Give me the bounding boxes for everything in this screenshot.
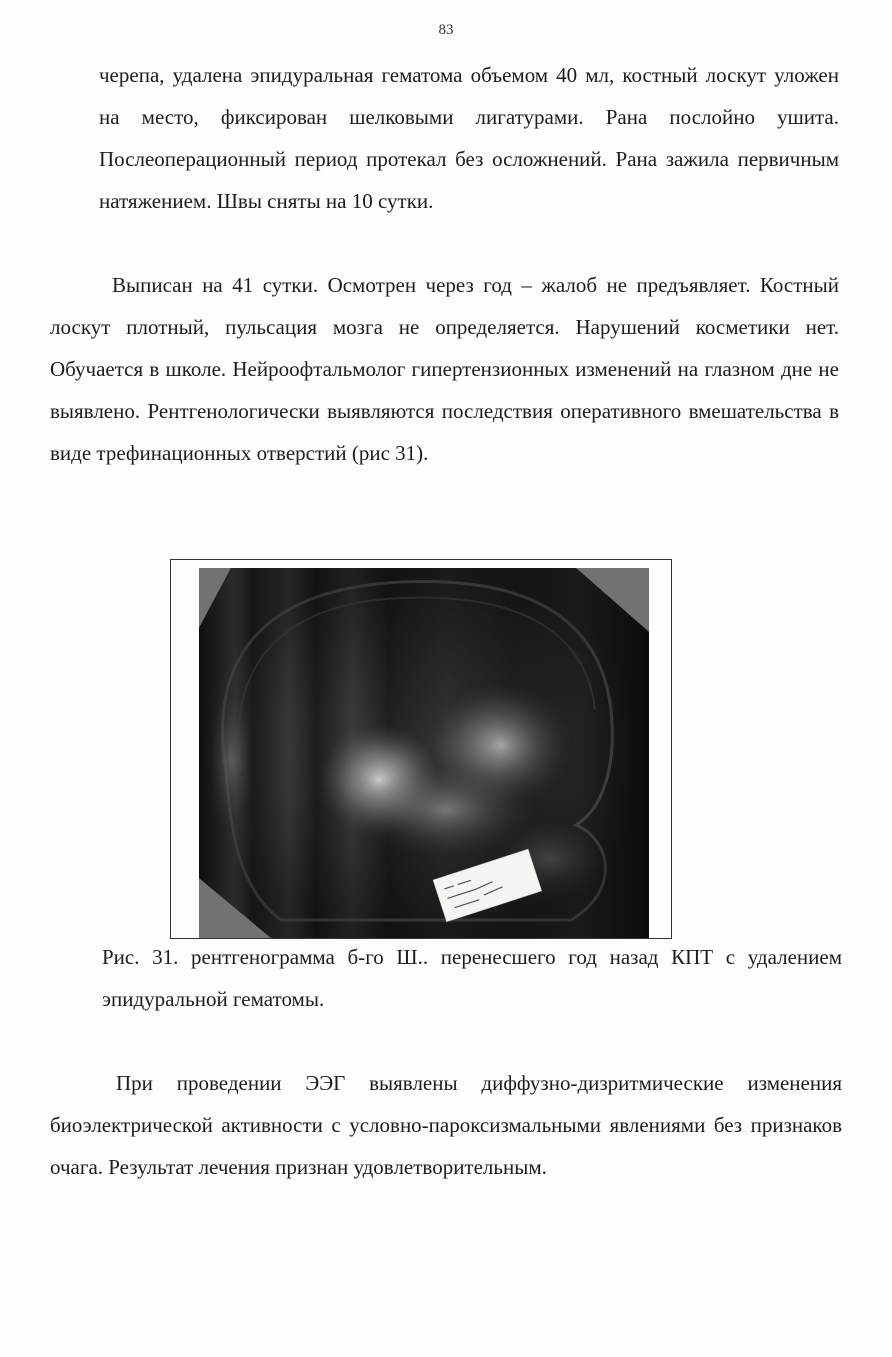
page-number: 83	[438, 22, 454, 38]
paragraph-2: Выписан на 41 сутки. Осмотрен через год – жалоб не предъявляет. Костный лоскут плотный, пульсация мозга не определяется. Нарушений косметики нет. Обучается в школе. Нейроофтальмолог гипертензионных изменений на глазном дне не выявлено. Рентгенологически выявляются последствия оперативного вмешательства в виде трефинационных отверстий (рис 31).	[50, 273, 839, 465]
paragraph-1: черепа, удалена эпидуральная гематома объемом 40 мл, костный лоскут уложен на место, фиксирован шелковыми лигатурами. Рана послойно ушита. Послеоперационный период протекал без осложнений. Рана зажила первичным натяжением. Швы сняты на 10 сутки.	[99, 63, 839, 213]
figure-caption: Рис. 31. рентгенограмма б-го Ш.. перенесшего год назад КПТ с удалением эпидуральной гематомы.	[102, 945, 842, 1011]
figure-frame	[170, 559, 672, 939]
paragraph-3: При проведении ЭЭГ выявлены диффузно-дизритмические изменения биоэлектрической активности с условно-пароксизмальными явлениями без признаков очага. Результат лечения признан удовлетворительным.	[50, 1071, 842, 1179]
xray-image	[171, 560, 671, 938]
